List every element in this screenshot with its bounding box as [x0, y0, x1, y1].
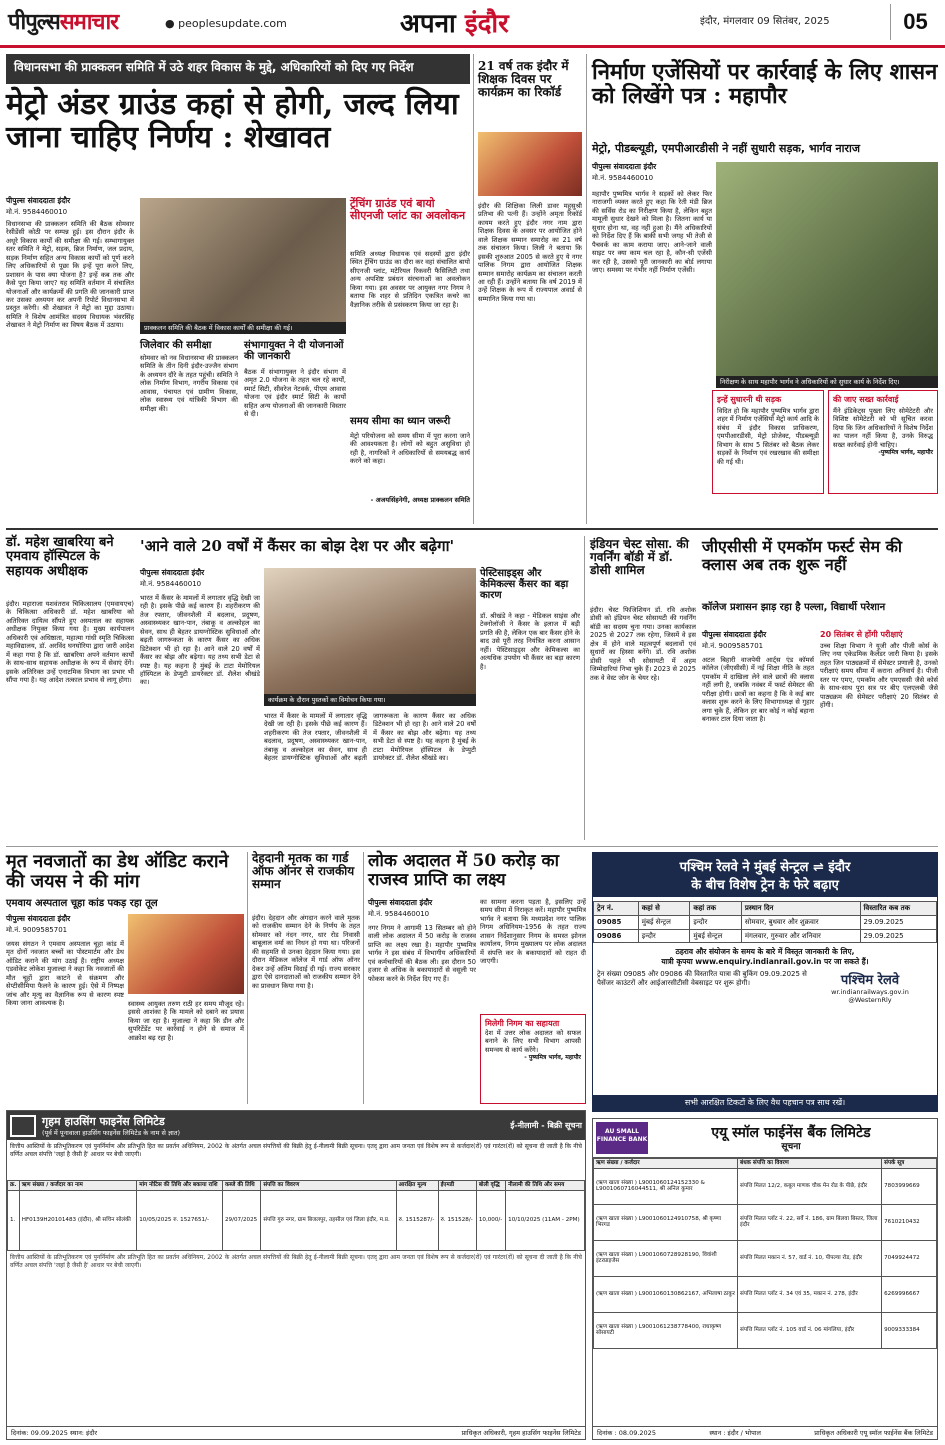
- neonatal-deck: एमवाय अस्पताल चूहा कांड पकड़ रहा तूल: [6, 898, 158, 909]
- railway-ad: [592, 852, 938, 1112]
- railway-table: [593, 901, 937, 943]
- griham-terms: वित्तीय आस्तियों के प्रतिभूतिकरण एवं पुनर्निर्माण और प्रतिभूति हित का प्रवर्तन अधिनियम, 2002 के अंतर्गत अचल संपत्तियों की बिक्री हेतु ई-नीलामी बिक्री सूचना। एतद् द्वारा आम जनता एवं विशेष रूप से कर्जदार(रों) एवं गारंटर(रों) को सूचना दी जाती है कि नीचे वर्णित अचल संपत्ति 'जहां है जैसी है' आधार पर बेची जाएगी।: [10, 1254, 582, 1269]
- railway-title-bar: [593, 853, 937, 897]
- lokadalat-mobile: मो.नं. 9584460010: [368, 910, 430, 918]
- griham-th: आरक्षित मूल्य: [396, 1181, 438, 1191]
- au-logo: AU SMALL FINANCE BANK: [596, 1122, 648, 1154]
- cell: 1.: [8, 1191, 20, 1251]
- dehdani-headline: देहदानी मृतक का गार्ड ऑफ ऑनर से राजकीय सम्मान: [252, 851, 355, 892]
- griham-table: [7, 1180, 585, 1251]
- cell: संपत्ति गुरु नगर, ग्राम बिजलपुर, तहसील एवं जिला इंदौर, म.प्र.: [261, 1191, 396, 1251]
- griham-right-title: ई-नीलामी - बिक्री सूचना: [510, 1120, 582, 1130]
- lead-mobile: मो.नं. 9584460010: [6, 208, 68, 216]
- mayor-mobile: मो.नं. 9584460010: [592, 174, 654, 182]
- neonatal-mobile: मो.नं. 9009585701: [6, 926, 68, 934]
- lead-sub2-head: संभागायुक्त ने दी योजनाओं की जानकारी: [244, 340, 344, 362]
- cancer-body-continued: भारत में कैंसर के मामलों में लगातार वृद्धि देखी जा रही है। इसके पीछे कई कारण हैं। शहरीकरण की तेज रफ्तार, जीवनशैली में बदलाव, प्रदूषण, अस्वास्थ्यकर खान-पान, तंबाकू व अल्कोहल का सेवन, साथ ही बेहतर डायग्नोस्टिक सुविधाओं और बढ़ती जागरूकता के कारण कैंसर का अधिक डिटेक्शन भी हो रहा है। आने वाले 20 वर्षों में कैंसर का बोझ और बढ़ेगा। यह तथ्य सभी डेटा से स्पष्ट है। यह कहना है मुंबई के टाटा मेमोरियल हॉस्पिटल के डेप्युटी डायरेक्टर डॉ. शैलेश श्रीखंडे का।: [264, 712, 476, 763]
- cell: 29.09.2025: [860, 915, 936, 929]
- table-row: [594, 1240, 937, 1276]
- griham-subtitle: (पूर्व में पूनावाला हाउसिंग फाइनेंस लिमिटेड के नाम से ज्ञात): [42, 1129, 181, 1137]
- cell: (ऋण खाता संख्या ) L9001060124910758, श्री कृष्णा भिरगड: [594, 1204, 738, 1240]
- cell: 09086: [594, 929, 639, 943]
- khabriya-body: इंदौर। महाराजा यशवंतराव चिकित्सालय (एमवायएच) के चिकित्सा अधिकारी डॉ. महेश खाबरिया को अतिरिक्त दायित्व सौंपते हुए अस्पताल का सहायक अधीक्षक नियुक्त किया गया है। मुख्य कार्यपालन अधिकारी एवं अधिष्ठाता, महात्मा गांधी स्मृति चिकित्सा महाविद्यालय, डॉ. अरविंद घनघोरिया द्वारा जारी आदेश में कहा गया है कि डॉ. खाबरिया अपने वर्तमान कार्यों के साथ-साथ सहायक अधीक्षक के रूप में सेवाएं देंगे। इसके अतिरिक्त उन्हें एनाटमिक विभाग का प्रभार भी सौंपा गया है। यह आदेश तत्काल प्रभाव से लागू होगा।: [6, 600, 134, 684]
- jisi-box: [820, 630, 938, 842]
- railway-th: ट्रेन नं.: [594, 902, 639, 916]
- column-divider: [473, 54, 474, 524]
- column-divider: [586, 54, 587, 524]
- railway-title1: पश्चिम रेलवे ने मुंबई सेन्ट्रल ⇌ इंदौर: [679, 860, 851, 875]
- table-row: [594, 915, 937, 929]
- lead-photo: [140, 198, 346, 322]
- mayor-box2-body: मैंने इंडिकेट्स पुख्ता लिए सोमेटेटरी और विशिष्ट सोमेटेटरी को भी सूचित करवा दिया कि जिन अधिकारियों ने विशेष निर्देश का पालन नहीं किया है, उनके विरुद्ध सख्त कार्रवाई होनी चाहिए।: [833, 407, 933, 449]
- chest-body: इंदौर। चेस्ट फिजिशियन डॉ. रवि अशोक डोसी को इंडियन चेस्ट सोसायटी की गवर्निंग बॉडी का सदस्य चुना गया। उनका कार्यकाल 2025 से 2027 तक रहेगा, जिसमें वे इस क्षेत्र में होने वाले महत्वपूर्ण बदलावों एवं सुधारों का हिस्सा बनेंगे। डॉ. रवि अशोक डोसी पहले भी सोसायटी में अहम जिम्मेदारियां निभा चुके हैं। 2023 से 2025 तक वे वेस्ट जोन के चेयर रहे।: [590, 606, 696, 682]
- mayor-headline: निर्माण एजेंसियों पर कार्रवाई के लिए शासन को लिखेंगे पत्र : महापौर: [592, 59, 938, 110]
- cell: इन्दौर: [690, 915, 742, 929]
- railway-footer: सभी आरक्षित टिकटों के लिए वैध पहचान पत्र साथ रखें।: [593, 1095, 937, 1111]
- au-title: एयू स्मॉल फाईनेंस बैंक लिमिटेड: [711, 1124, 871, 1141]
- griham-footer: दिनांक: 09.09.2025 स्थान: इंदौर: [11, 1428, 98, 1437]
- lead-sub1-head: जिलेवार की समीक्षा: [140, 340, 212, 351]
- dateline: इंदौर, मंगलवार 09 सितंबर, 2025: [700, 16, 830, 27]
- table-row: [594, 1312, 937, 1348]
- jisi-deck: कॉलेज प्रशासन झाड़ रहा है पल्ला, विद्यार्थी परेशान: [702, 602, 886, 613]
- lead-side-head: ट्रेंचिंग ग्राउंड एवं बायो सीएनजी प्लांट का अवलोकन: [350, 197, 466, 223]
- cell: संपत्ति मिलत प्लॉट नं. 105 वार्ड नं. 06 मांगलिया, इंदौर: [738, 1312, 882, 1348]
- mayor-box1-head: इन्हें सुधारनी थी सड़क: [717, 395, 782, 404]
- table-row: [8, 1191, 585, 1251]
- au-subtitle: सूचना: [781, 1141, 801, 1152]
- cell: (ऋण खाता संख्या ) L9001061238778400, राधाकृष्ण सोसायटी: [594, 1312, 738, 1348]
- table-row: [594, 929, 937, 943]
- lokadalat-box-sign: - पुष्यमित्र भार्गव, महापौर: [524, 1054, 581, 1062]
- lead-byline: पीपुल्स संवाददाता इंदौर: [6, 196, 71, 205]
- lead-side-body: समिति अध्यक्ष विधायक एवं सदस्यों द्वारा इंदौर स्थित ट्रेंचिंग ग्राउंड का दौरा कर वहां संचालित बायो सीएनजी प्लांट, मटेरियल रिकवरी फैसिलिटी तथा अन्य अपशिष्ट प्रबंधन संरचनाओं का अवलोकन किया गया। इस अवसर पर आयुक्त नगर निगम ने बताया कि शहर से प्रतिदिन एकत्रित कचरे का वैज्ञानिक तरीके से प्रसंस्करण किया जा रहा है।: [350, 250, 470, 309]
- lokadalat-headline: लोक अदालत में 50 करोड़ का राजस्व प्राप्ति का लक्ष्य: [368, 851, 560, 890]
- griham-intro: वित्तीय आस्तियों के प्रतिभूतिकरण एवं पुनर्निर्माण और प्रतिभूति हित का प्रवर्तन अधिनियम, 2002 के अंतर्गत अचल संपत्तियों की बिक्री हेतु ई-नीलामी बिक्री सूचना। एतद् द्वारा आम जनता एवं विशेष रूप से कर्जदार(रों) एवं गारंटर(रों) को सूचना दी जाती है कि नीचे वर्णित अचल संपत्ति 'जहां है जैसी है' आधार पर बेची जाएगी।: [10, 1143, 582, 1158]
- lead-sub3-body: मेट्रो परियोजना को समय सीमा में पूरा करना जाने की आवश्यकता है। लोगों को बहुत असुविधा हो रही है, नागरिकों ने अधिकारियों से समयबद्ध कार्य करने को कहा।: [350, 432, 470, 466]
- cell: 7049924472: [882, 1240, 937, 1276]
- cell: (ऋण खाता संख्या ) L9001060124152330 & L9001060716044511, श्री अनिल कुमार: [594, 1168, 738, 1204]
- lead-body: विधानसभा की प्राक्कलन समिति की बैठक सोमवार रेसीडेंसी कोठी पर सम्पन्न हुई। इस दौरान इंदौर के अधूरे विकास कार्यों की समीक्षा की गई। सम्भागायुक्त स्तर समिति ने मेट्रो, सड़क, ब्रिज निर्माण, जल प्रदाय, सड़क निर्माण सहित अन्य विकास कार्यों को पूर्ण करने लिए अधिकारियों से पूछा कि इन्हें पूरा करने लिए, प्रशासन के पास क्या योजना है? इन्हें कब तक और कैसे पूरा किया जाए? यह समिति वर्तमान में संचालित योजनाओं और कार्यक्रमों की प्रगति की जानकारी प्राप्त कर उसका अध्ययन कर अपनी रिपोर्ट विधानसभा में प्रस्तुत करेगी। श्री शेखावत ने मेट्रो का मुद्दा उठाया। समिति ने विशेष आमंत्रित सदस्य विधायक भंवरसिंह शेखावत ने मेट्रो निर्माण का विषय बैठक में उठाया।: [6, 220, 134, 330]
- au-table: [593, 1158, 937, 1349]
- cell: मुंबई सेन्ट्रल: [638, 915, 690, 929]
- cell: 09085: [594, 915, 639, 929]
- cancer-side-body: डॉ. श्रीखंडे ने कहा - मेडिकल साइंस और टेक्नोलॉजी ने कैंसर के इलाज में बड़ी प्रगति की है, लेकिन एक बार कैंसर होने के बाद उसे पूरी तरह नियंत्रित करना आसान नहीं। पेस्टिसाइड्स और केमिकल्स का अत्यधिक उपयोग भी कैंसर का बड़ा कारण है।: [480, 612, 580, 671]
- cancer-side-head: पेस्टिसाइड्स और केमिकल्स कैंसर का बड़ा कारण: [480, 568, 569, 601]
- lokadalat-body: नगर निगम ने आगामी 13 सितम्बर को होने वाली लोक अदालत में 50 करोड़ के राजस्व प्राप्ति का लक्ष्य रखा है। महापौर पुष्यमित्र भार्गव ने इस संबंध में विभागीय अधिकारियों एवं कर्मचारियों की बैठक ली। इस दौरान 50 हजार से अधिक के बकायादारों से वसूली पर फोकस करने के निर्देश दिए गए हैं।: [368, 924, 476, 983]
- railway-title2: के बीच विशेष ट्रेन के फेरे बढ़ाए: [691, 878, 839, 893]
- lead-photo-caption: प्राक्कलन समिति की बैठक में विकास कार्यों की समीक्षा की गई।: [140, 322, 346, 334]
- cell: HF0139H20101483 (इंदौर), श्री सचिन सोलंकी: [19, 1191, 136, 1251]
- griham-notice: [6, 1110, 586, 1440]
- mayor-box2-head: की जाए सख्त कार्रवाई: [833, 395, 899, 404]
- teachers-photo: [478, 132, 582, 196]
- railway-th: कहां से: [638, 902, 690, 916]
- table-row: [594, 1276, 937, 1312]
- lead-sub3-sign: - अजयसिंहनेगी, अध्यक्ष प्राक्कलन समिति: [370, 496, 470, 504]
- lokadalat-byline: पीपुल्स संवाददाता इंदौर: [368, 898, 433, 907]
- griham-sign: प्राधिकृत अधिकारी, गृहम हाउसिंग फाइनेंस लिमिटेड: [461, 1428, 581, 1437]
- griham-th: कब्जे की तिथि: [222, 1181, 260, 1191]
- cell: मुंबई सेन्ट्रल: [690, 929, 742, 943]
- cell: संपत्ति मिलत मकान नं. 57, वार्ड नं. 10, पीपल्या रोड, इंदौर: [738, 1240, 882, 1276]
- jisi-headline: जीएसीसी में एमकॉम फर्स्ट सेम की क्लास अब तक शुरू नहीं: [702, 537, 903, 574]
- cancer-photo: [264, 568, 476, 694]
- mayor-box2-sign: -पुष्यमित्र भार्गव, महापौर: [878, 449, 933, 457]
- griham-th: क्र.: [8, 1181, 20, 1191]
- lead-sub1-body: सोमवार को नव विधानसभा की प्राक्कलन समिति के तीन दिनी इंदौर-उज्जैन संभाग के अध्ययन दौरे के तहत पहुंची। समिति ने लोक निर्माण विभाग, नगरीय विकास एवं आवास, पंचायत एवं ग्रामीण विकास, लोक स्वास्थ्य एवं यांत्रिकी विभाग की समीक्षा की।: [140, 354, 238, 413]
- lead-headline: मेट्रो अंडर ग्राउंड कहां से होगी, जल्द लिया जाना चाहिए निर्णय : शेखावत: [6, 87, 459, 155]
- cell: संपत्ति मिलत प्लॉट नं. 22, सर्वे नं. 186, ग्राम बिलवा बिस्तर, जिला इंदौर: [738, 1204, 882, 1240]
- cell: 7610210432: [882, 1204, 937, 1240]
- cell: संपत्ति मिलत 12/2, कबूल माणक चौक मेन रोड के पीछे, इंदौर: [738, 1168, 882, 1204]
- section-title: अपना इंदौर: [400, 9, 509, 39]
- lokadalat-box: [480, 1014, 586, 1104]
- mayor-deck: मेट्रो, पीडब्ल्यूडी, एमपीआरडीसी ने नहीं सुधारी सड़क, भार्गव नाराज: [592, 142, 861, 155]
- page-number: 05: [890, 4, 940, 40]
- teachers-headline: 21 वर्ष तक इंदौर में शिक्षक दिवस पर कार्यक्रम का रिकॉर्ड: [478, 59, 569, 100]
- jisi-box-head: 20 सितंबर से होंगी परीक्षाएं: [820, 630, 903, 639]
- column-divider: [247, 852, 248, 1104]
- mayor-photo: [716, 162, 938, 376]
- railway-th: प्रस्थान दिन: [741, 902, 860, 916]
- lead-kicker: विधानसभा की प्राक्कलन समिति में उठे शहर विकास के मुद्दे, अधिकारियों को दिए गए निर्देश: [6, 54, 470, 84]
- section-rule: [6, 528, 938, 530]
- lokadalat-box-body: देश में उत्तर लोक अदालत को सफल बनाने के लिए सभी विभाग आपसी समन्वय से कार्य करेंगे।: [485, 1029, 581, 1054]
- jisi-byline: पीपुल्स संवाददाता इंदौर: [702, 630, 767, 639]
- cancer-photo-caption: कार्यक्रम के दौरान पुस्तकों का विमोचन किया गया।: [264, 694, 476, 706]
- jisi-box-body: उच्च शिक्षा विभाग ने यूजी और पीजी कोर्स के लिए नया एकेडमिक कैलेंडर जारी किया है। इसके तहत जिन पाठ्यक्रमों में सेमेस्टर प्रणाली है, उनको परीक्षाएं समय सीमा में कराना अनिवार्य है। पीजी स्तर पर एमए, एमकॉम और एमएससी जैसे कोर्स के साथ-साथ पूरा सत्र पर बीए एलएलबी जैसे पाठ्यक्रम की सेमेस्टर परीक्षाएं 20 सितंबर से होंगी।: [820, 642, 938, 710]
- cell: मंगलवार, गुरुवार और शनिवार: [741, 929, 860, 943]
- section-rule: [6, 846, 938, 847]
- au-th: बंधक संपत्ति का विवरण: [738, 1159, 882, 1169]
- cell: इन्दौर: [638, 929, 690, 943]
- cell: 29/07/2025: [222, 1191, 260, 1251]
- au-th: संपर्क सूत्र: [882, 1159, 937, 1169]
- railway-note1: ठहराव और संयोजन के समय के बारे में विस्तृत जानकारी के लिए,: [675, 947, 855, 957]
- lokadalat-col2: का सामना करना पड़ता है, इसलिए उन्हें समय सीमा में निराकृत करें। महापौर पुष्यमित्र भार्गव ने बताया कि मध्यप्रदेश नगर पालिक निगम अधिनियम-1956 के तहत राज्य शासन निर्देशानुसार निगम के समस्त झोनल कार्यालय, निगम मुख्यालय पर लोक अदालत में संपत्ति कर के बकायादारों को राहत दी जाएगी।: [480, 898, 586, 966]
- cell: (ऋण खाता संख्या ) L9001060130862167, अभिलाषा ठाकुर: [594, 1276, 738, 1312]
- column-divider: [584, 536, 585, 840]
- mayor-byline: पीपुल्स संवाददाता इंदौर: [592, 162, 657, 171]
- railway-th: कहां तक: [690, 902, 742, 916]
- railway-note3: ट्रेन संख्या 09085 और 09086 की विस्तारित यात्रा की बुकिंग 09.09.2025 से पैसेंजर काउंटरों और आईआरसीटीसी वेबसाइट पर शुरू होगी।: [597, 970, 807, 987]
- cancer-headline: 'आने वाले 20 वर्षों में कैंसर का बोझ देश पर और बढ़ेगा': [140, 537, 455, 555]
- griham-th: ऋण संख्या / कर्जदार का नाम: [19, 1181, 136, 1191]
- mayor-box1: [712, 390, 824, 494]
- lokadalat-box-head: मिलेगी निगम का सहायता: [485, 1019, 560, 1028]
- cell: 29.09.2025: [860, 929, 936, 943]
- railway-web[interactable]: wr.indianrailways.gov.in: [831, 988, 909, 996]
- au-th: ऋण संख्या / कर्जदार: [594, 1159, 738, 1169]
- brand-logo: पीपुल्ससमाचार: [8, 9, 119, 35]
- cell: 10/05/2025 रु. 1527651/-: [137, 1191, 223, 1251]
- neonatal-byline: पीपुल्स संवाददाता इंदौर: [6, 914, 71, 923]
- lead-sub2-body: बैठक में संभागायुक्त ने इंदौर संभाग में अमृत 2.0 योजना के तहत चल रहे कार्यों, स्मार्ट सिटी, सीवरेज नेटवर्क, पीएम आवास योजना एवं इंदौर स्मार्ट सिटी के कार्यों सहित अन्य योजनाओं की जानकारी विस्तार से दी।: [244, 368, 346, 419]
- khabriya-headline: डॉ. महेश खाबरिया बने एमवाय हॉस्पिटल के सहायक अधीक्षक: [6, 535, 114, 579]
- railway-social[interactable]: @WesternRly: [848, 996, 892, 1005]
- griham-th: नीलामी की तिथि और समय: [506, 1181, 585, 1191]
- cancer-body: भारत में कैंसर के मामलों में लगातार वृद्धि देखी जा रही है। इसके पीछे कई कारण हैं। शहरीकरण की तेज रफ्तार, जीवनशैली में बदलाव, प्रदूषण, अस्वास्थ्यकर खान-पान, तंबाकू व अल्कोहल का सेवन, साथ ही बेहतर डायग्नोस्टिक सुविधाओं और बढ़ती जागरूकता के कारण कैंसर का अधिक डिटेक्शन भी हो रहा है। आने वाले 20 वर्षों में कैंसर का बोझ और बढ़ेगा। यह तथ्य सभी डेटा से स्पष्ट है। यह कहना है मुंबई के टाटा मेमोरियल हॉस्पिटल के डेप्युटी डायरेक्टर डॉ. शैलेश श्रीखंडे का।: [140, 594, 260, 687]
- teachers-body: इंदौर की शिक्षिका लिली डावर महूसुश्री प्रतिभा की पत्नी हैं। उन्होंने अमृता रिकॉर्ड कायम करते हुए इंदौर नगर नाम द्वारा शिक्षक दिवस के अवसर पर आयोजित होने वाले शिक्षक सम्मान समारोह का 21 वर्ष तक संचालन किया। लिली ने बताया कि इसकी शुरुआत 2005 से करते हुए ये नगर पालिक निगम द्वारा आयोजित शिक्षक सम्मान समारोह कार्यक्रम का संचालन करती आ रही हैं। उन्होंने बताया कि वर्ष 2019 में उन्हें शिक्षक के रूप में राज्यपाल अवार्ड से सम्मानित किया गया था।: [478, 202, 582, 303]
- lead-sub3-head: समय सीमा का ध्यान जरूरी: [350, 416, 451, 427]
- cell: रु. 151528/-: [438, 1191, 476, 1251]
- mayor-body: महापौर पुष्यमित्र भार्गव ने सड़कों को लेकर फिर नाराजगी व्यक्त करते हुए कहा कि रेती मंडी ब्रिज की सर्विस रोड का निरीक्षण किया है, लेकिन बहुत मामूली सुधार देखने को मिला है। जितना कार्य या सुधार होना था, वह नहीं हुआ है। मैंने अधिकारियों को निर्देश दिए हैं कि बाकी सभी जगह भी तेजी से पैचवर्क का काम कराया जाए। आने-जाने वाली साइट पर क्या काम चल रहा है, कौन-सी एजेंसी कर रही है, उसको पूरी जानकारी का बोर्ड लगाया जाए। समस्या पर गंभीर नहीं निर्माण एजेंसी।: [592, 190, 712, 274]
- mayor-box2: [828, 390, 938, 494]
- website[interactable]: ● peoplesupdate.com: [165, 17, 287, 30]
- cell: 10/10/2025 (11AM - 2PM): [506, 1191, 585, 1251]
- cancer-mobile: मो.नं. 9584460010: [140, 580, 202, 588]
- cancer-byline: पीपुल्स संवाददाता इंदौर: [140, 568, 205, 577]
- cell: (ऋण खाता संख्या ) L9001060728928190, विवांशी इंटरप्राइजेस: [594, 1240, 738, 1276]
- griham-th: संपत्ति का विवरण: [261, 1181, 396, 1191]
- au-place: स्थान : इंदौर / भोपाल: [709, 1428, 761, 1437]
- cell: 10,000/-: [476, 1191, 505, 1251]
- neonatal-photo: [128, 914, 244, 994]
- table-row: [594, 1204, 937, 1240]
- cell: 9009333384: [882, 1312, 937, 1348]
- neonatal-col2: स्वास्थ्य आयुक्त तरुण राठी हर समय मौजूद रहे। इससे आशंका है कि मामले को दबाने का प्रयास किया जा रहा है। मुजाल्दा ने कहा कि डीन और सुपरिटेंडेंट पर कार्रवाई न होने से समाज में आक्रोश बढ़ रहा है।: [128, 1000, 244, 1042]
- au-sign: प्राधिकृत अधिकारी एयू स्मॉल फाईनेंस बैंक लिमिटेड: [814, 1428, 933, 1437]
- griham-th: बोली वृद्धि: [476, 1181, 505, 1191]
- chest-headline: इंडियन चेस्ट सोसा. की गवर्निंग बॉडी में डॉ. डोसी शामिल: [590, 537, 689, 578]
- neonatal-body: जयस संगठन ने एमवाय अस्पताल चूहा कांड में मृत दोनों नवजात बच्चों का पोस्टमार्टम और डेथ ऑडिट कराने की मांग उठाई है। राष्ट्रीय अध्यक्ष एडवोकेट लोकेश मुजाल्दा ने कहा कि नवजातों की मौत चूहों द्वारा काटने से संक्रमण और सेप्टीसीमिया फैलने के कारण हुई। ऐसे में निष्पक्ष जांच और मृत्यु का वैज्ञानिक रूप से कारण स्पष्ट किया जाना आवश्यक है।: [6, 940, 124, 1008]
- railway-brand: पश्चिम रेलवे: [840, 973, 900, 988]
- jisi-body: अटल बिहारी वाजपेयी आर्ट्स एंड कॉमर्स कॉलेज (जीएसीसी) में नई शिक्षा नीति के तहत एमकॉम में दाखिला लेने वाले छात्रों की क्लास नहीं लगी है, जबकि नवंबर में फर्स्ट सेमेस्टर की परीक्षा होगी। छात्रों का कहना है कि वे कई बार क्लास शुरू करने के लिए विभागाध्यक्ष से गुहार लगा चुके हैं, लेकिन हर बार कोई न कोई बहाना बनाकर टाल दिया जाता है।: [702, 656, 814, 724]
- cell: संपत्ति मिलत प्लॉट नं. 34 एवं 35, मकान नं. 278, इंदौर: [738, 1276, 882, 1312]
- mayor-photo-caption: निरीक्षण के साथ महापौर भार्गव ने अधिकारियों को सुधार कार्य के निर्देश दिए।: [716, 376, 938, 388]
- column-divider: [363, 852, 364, 1104]
- cell: सोमवार, बुधवार और शुक्रवार: [741, 915, 860, 929]
- neonatal-headline: मृत नवजातों का डेथ ऑडिट कराने की जयस ने की मांग: [6, 851, 229, 892]
- griham-logo-icon: [10, 1115, 36, 1137]
- griham-th: मांग नोटिस की तिथि और बकाया राशि: [137, 1181, 223, 1191]
- table-row: [594, 1168, 937, 1204]
- jisi-mobile: मो.नं. 9009585701: [702, 642, 764, 650]
- railway-th: विस्तारित कब तक: [860, 902, 936, 916]
- griham-title: गृहम हाउसिंग फाइनेंस लिमिटेड: [42, 1115, 165, 1128]
- cell: 6269996667: [882, 1276, 937, 1312]
- au-notice: [592, 1118, 938, 1440]
- au-date: दिनांक : 08.09.2025: [597, 1428, 656, 1437]
- cell: रु. 1515287/-: [396, 1191, 438, 1251]
- griham-th: ईएमडी: [438, 1181, 476, 1191]
- cell: 7803999669: [882, 1168, 937, 1204]
- dehdani-body: इंदौर। देहदान और अंगदान करने वाले मृतक को राजकीय सम्मान देने के निर्णय के तहत सोमवार को नंदन नगर, धार रोड निवासी बाबूलाल वर्मा का निधन हो गया था। परिजनों की सहमति से उनका देहदान किया गया। इस दौरान मेडिकल कॉलेज में गार्ड ऑफ ऑनर देकर उन्हें अंतिम विदाई दी गई। राज्य सरकार द्वारा ऐसे दानदाताओं को राजकीय सम्मान देने का प्रावधान किया गया है।: [252, 914, 360, 990]
- mayor-box1-body: विदित हो कि महापौर पुष्यमित्र भार्गव द्वारा शहर में निर्माण एजेंसियों मेट्रो कार्य आदि के संबंध में इंदौर विकास प्राधिकरण, एमपीआरडीसी, मेट्रो प्रोजेक्ट, पीडब्ल्यूडी विभाग के साथ 5 सितंबर को बैठक लेकर सड़कों के निर्माण एवं रखरखाव की समीक्षा की गई थी।: [717, 407, 819, 466]
- railway-note2[interactable]: यात्री कृपया www.enquiry.indianrail.gov.in पर जा सकते हैं।: [661, 956, 869, 966]
